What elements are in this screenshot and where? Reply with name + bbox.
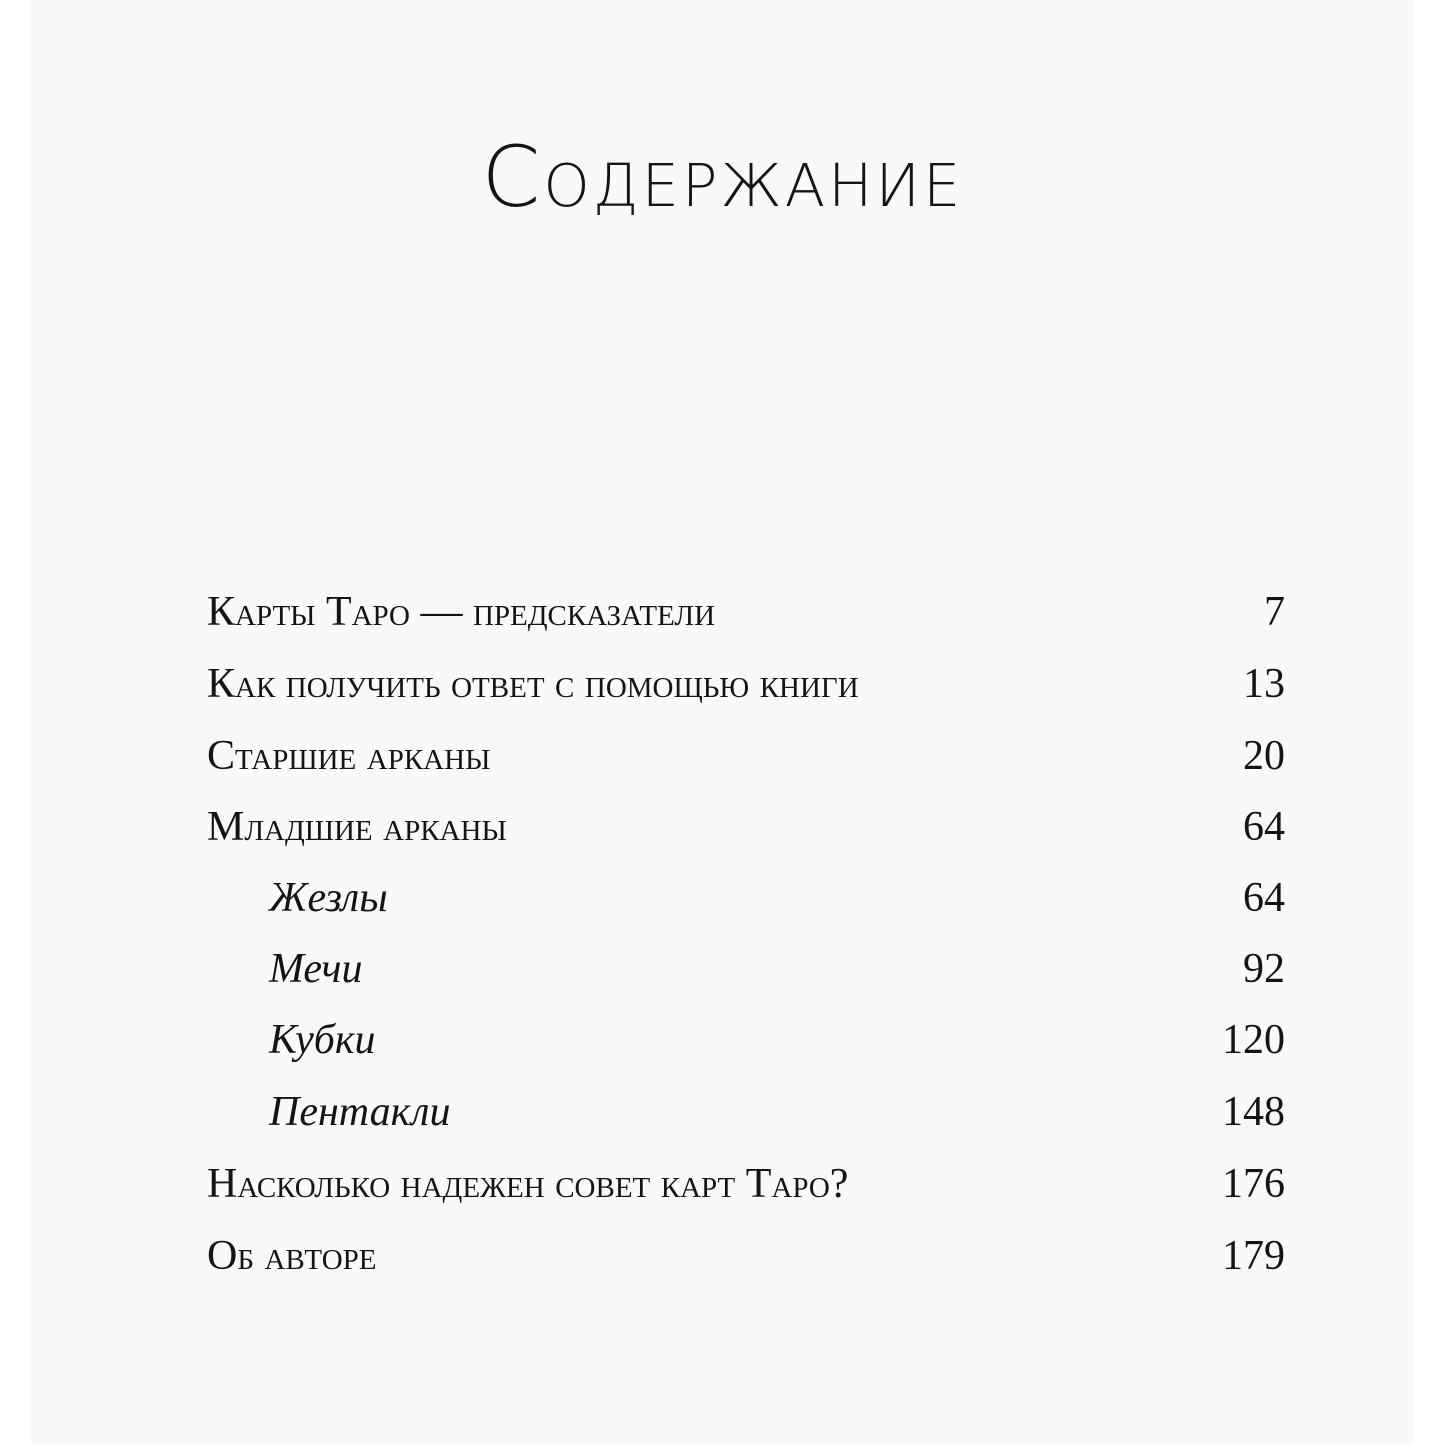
toc-label: Жезлы [269, 875, 388, 921]
toc-page: 13 [1243, 661, 1285, 707]
page-title: Содержание [481, 128, 964, 226]
toc-entry [207, 1232, 1285, 1292]
toc-page: 148 [1222, 1089, 1285, 1135]
toc-label: Старшие арканы [207, 733, 491, 779]
toc-entry [207, 732, 1285, 792]
toc-page: 7 [1264, 589, 1285, 635]
toc-subentry [207, 1016, 1285, 1076]
toc-page: 64 [1243, 804, 1285, 850]
toc-label: Мечи [269, 946, 363, 992]
toc-entry [207, 588, 1285, 648]
toc-subentry [207, 1088, 1285, 1148]
toc-label: Кубки [269, 1017, 376, 1063]
toc-page: 120 [1222, 1017, 1285, 1063]
toc-entry [207, 1160, 1285, 1220]
toc-label: Пентакли [269, 1089, 451, 1135]
toc-label: Об авторе [207, 1233, 377, 1279]
toc-page: 176 [1222, 1161, 1285, 1207]
toc-entry [207, 660, 1285, 720]
toc-entry [207, 803, 1285, 863]
toc-label: Карты Таро — предсказатели [207, 589, 716, 635]
toc-page: 179 [1222, 1233, 1285, 1279]
toc-subentry [207, 874, 1285, 934]
toc-page: 92 [1243, 946, 1285, 992]
toc-label: Насколько надежен совет карт Таро? [207, 1161, 849, 1207]
toc-page: 64 [1243, 875, 1285, 921]
toc-label: Младшие арканы [207, 804, 507, 850]
toc-subentry [207, 945, 1285, 1005]
toc-page: 20 [1243, 733, 1285, 779]
toc-label: Как получить ответ с помощью книги [207, 661, 859, 707]
